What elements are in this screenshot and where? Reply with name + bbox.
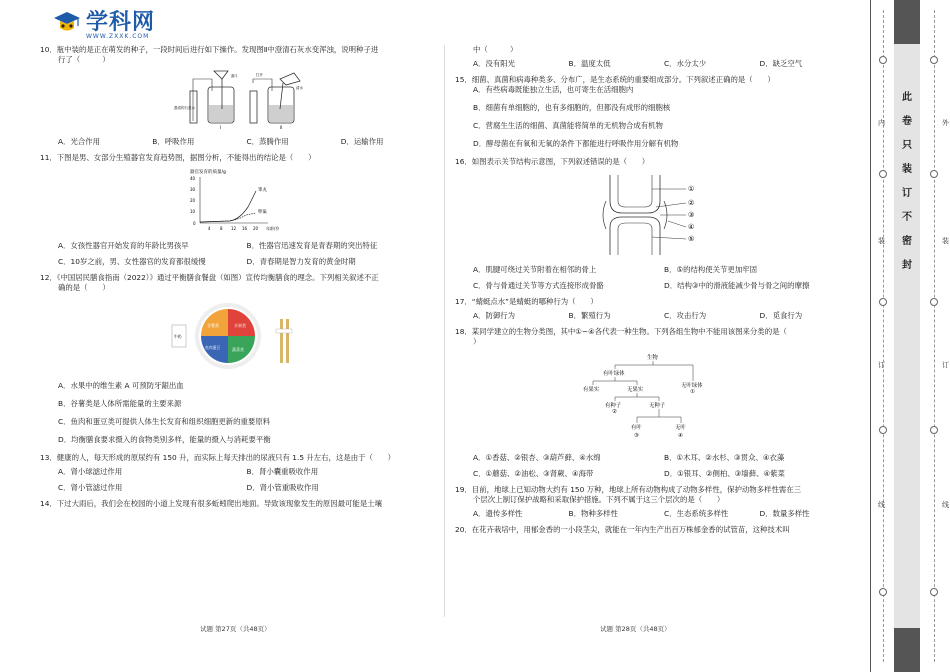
plate-label: 水果类 [233,322,246,328]
options [473,311,855,321]
tree-node: 有叶绿体 [603,370,625,377]
option-b[interactable]: B．性器官迅速发育是青春期的突出特征 [246,240,378,250]
options [58,241,435,251]
option-a[interactable]: A．肌腱可绕过关节附着在相邻的骨上 [473,264,597,274]
option-d[interactable]: D．运输作用 [340,136,384,146]
option-d[interactable]: D．觅食行为 [759,310,803,320]
series-line-ovary [200,213,256,222]
x-tick: 4 [207,225,211,231]
question-17 [455,297,855,321]
question-text: 15．细菌、真菌和病毒种类多、分布广，是生态系统的重要组成部分。下列叙述正确的是（ ） [455,74,775,84]
option-b[interactable]: B．呼吸作用 [152,136,195,146]
option-c[interactable]: C．水分太少 [664,58,707,68]
page-footer-right: 试题 第28页（共48页） [600,625,671,633]
question-12 [40,273,435,445]
warning-char: 装 [902,164,912,175]
joint-mark: ① [688,184,695,193]
fig-label: 澄清的石灰水 [173,105,195,110]
binding-hole-icon [930,170,938,178]
options [473,59,855,69]
binding-hole-icon [930,426,938,434]
option-b[interactable]: B．①木耳、②水杉、③贯众、④衣藻 [664,452,785,462]
option-b[interactable]: B．温度太低 [568,58,611,68]
left-column [40,45,435,515]
warning-char: 只 [902,140,912,151]
option-d[interactable]: D．缺乏空气 [759,58,803,68]
tree-node: 无叶绿体 [681,382,703,389]
fig-label: 打开 [255,72,263,77]
margin-char: 装 [878,237,885,245]
margin-char: 线 [942,501,949,509]
option-d[interactable]: D．青春期是智力发育的黄金时期 [246,256,356,266]
joint-structure-figure [590,171,720,259]
option-d[interactable]: D．均衡膳食要求摄入的食物类别多样，能量的摄入与消耗要平衡 [58,434,271,444]
binding-strip [870,0,950,672]
option-a[interactable]: A．遗传多样性 [473,508,523,518]
tree-node: 无种子 [649,402,666,409]
question-text: 17．“蜻蜓点水”是蜻蜓的哪种行为（ ） [455,296,598,306]
question-20 [455,525,855,535]
warning-char: 此 [902,92,912,103]
question-13 [40,453,435,493]
margin-char: 订 [942,361,949,369]
x-axis-name: 年龄/岁 [265,225,279,231]
chart-title: 器官发育的质量/g [189,169,226,175]
option-b[interactable]: B．细菌有单细胞的，也有多细胞的，但都没有成形的细胞核 [473,102,671,112]
y-tick: 30 [189,186,195,192]
warning-char: 不 [902,212,912,223]
margin-char: 外 [942,119,949,127]
column-divider [444,45,445,617]
option-b[interactable]: B．物种多样性 [568,508,618,518]
question-text: 10．瓶中装的是正在萌发的种子，一段时间后进行如下操作。发现图Ⅱ中澄清石灰水变浑浊，说明种子进 [40,45,379,54]
options [58,137,435,147]
y-tick: 40 [189,175,195,181]
option-c[interactable]: C．生态系统多样性 [664,508,729,518]
question-14 [40,499,435,509]
binding-outer-margin [870,0,895,672]
plate-label: 鱼肉蛋豆 [204,344,220,350]
balanced-diet-plate-figure [168,297,308,375]
option-c[interactable]: C．鱼肉和蛋豆类可提供人体生长发育和组织细胞更新的重要原料 [58,416,271,426]
question-text-cont: 中（ ） [473,45,518,54]
options [473,281,855,291]
series-label: 卵巢 [257,209,267,215]
margin-char: 线 [878,501,885,509]
tree-node: 无果实 [627,386,644,393]
question-11 [40,153,435,267]
question-10 [40,45,435,147]
warning-char: 订 [902,188,912,199]
plate-label: 牛奶 [173,333,182,339]
joint-mark: ④ [688,222,695,231]
question-text: 19．目前，地球上已知动物大约有 150 万种，地球上所有动物构成了动物多样性，保护动物多样性需在三 [455,484,802,494]
series-label: 睾丸 [257,187,267,193]
options [473,265,855,275]
option-d[interactable]: D．①银耳、②侧柏、③墙藓、④紫菜 [664,468,785,478]
question-text-cont: 行了（ ） [58,54,110,64]
x-tick: 20 [252,225,258,231]
option-a[interactable]: A．防御行为 [473,310,516,320]
option-a[interactable]: A．有些病毒既能独立生活，也可寄生在活细胞内 [473,84,634,94]
binding-hole-icon [879,170,887,178]
option-c[interactable]: C．蒸腾作用 [246,136,289,146]
fig-label: 清水 [295,85,303,90]
series-line-testis [200,191,256,222]
y-tick: 10 [189,208,195,214]
question-18 [455,327,855,479]
logo-url: WWW.ZXXK.COM [86,33,150,40]
binding-hole-icon [930,298,938,306]
fig-label: 漏斗 [230,73,238,78]
binding-inner-margin [920,0,950,672]
tree-node: 无叶 [675,424,686,431]
question-16 [455,157,855,291]
warning-char: 卷 [902,116,912,127]
option-d[interactable]: D．肾小管重吸收作用 [246,482,319,492]
y-tick: 20 [189,197,195,203]
binding-hole-icon [879,588,887,596]
question-text-cont: 个层次上制订保护战略和采取保护措施。下列不属于这三个层次的是（ ） [473,494,725,504]
organ-development-chart [178,167,298,235]
svg-text:Ⅰ: Ⅰ [219,124,221,130]
page-footer-left: 试题 第27页（共48页） [200,625,271,633]
tree-node: ② [612,408,617,415]
right-column [455,45,855,541]
seed-experiment-figure [168,69,308,131]
question-text: 11．下图是男、女部分生殖器官发育趋势图，据图分析，不能得出的结论是（ ） [40,152,316,162]
question-15 [455,75,855,149]
option-b[interactable]: B．肾小囊重吸收作用 [246,466,319,476]
x-tick: 16 [241,225,247,231]
option-b[interactable]: B．谷薯类是人体所需能量的主要来源 [58,398,182,408]
question-19 [455,485,855,519]
option-c[interactable]: C．骨与骨通过关节等方式连接形成骨骼 [473,280,604,290]
tree-node: ③ [634,432,639,439]
option-a[interactable]: A．光合作用 [58,136,101,146]
options [58,257,435,267]
option-a[interactable]: A．没有阳光 [473,58,516,68]
option-a[interactable]: A．女孩性器官开始发育的年龄比男孩早 [58,240,189,250]
x-tick: 12 [230,225,236,231]
question-text: 13．健康的人，每天形成的原尿约有 150 升，而实际上每天排出的尿液只有 1.5 升左右，这是由于（ ） [40,452,396,462]
question-text: 16．如图表示关节结构示意图，下列叙述错误的是（ ） [455,156,650,166]
tree-node: ④ [678,432,683,439]
y-tick: 0 [192,220,196,226]
option-a[interactable]: A．①香菇、②银杏、③葫芦藓、④水绵 [473,452,601,462]
plate-label: 谷薯类 [206,322,219,328]
question-text: 18．某同学建立的生物分类图，其中①~④各代表一种生物。下列各组生物中不能用该图来分类的是（ [455,326,787,336]
option-c[interactable]: C．①蘑菇、②油松、③肾蕨、④海带 [473,468,594,478]
joint-mark: ⑤ [688,234,695,243]
joint-mark: ② [688,198,695,207]
option-c[interactable]: C．营腐生生活的细菌、真菌能将简单的无机物合成有机物 [473,120,663,130]
logo [52,8,155,38]
option-a[interactable]: A．水果中的维生素 A 可预防牙龈出血 [58,380,184,390]
option-d[interactable]: D．结构③中的滑液能减少骨与骨之间的摩擦 [664,280,810,290]
binding-hole-icon [879,56,887,64]
classification-tree [575,351,735,447]
binding-hole-icon [930,56,938,64]
question-14-continued [455,45,855,69]
tree-node: 生物 [647,354,658,361]
option-d[interactable]: D．数量多样性 [759,508,810,518]
svg-text:Ⅱ: Ⅱ [279,124,282,130]
binding-hole-icon [879,426,887,434]
option-c[interactable]: C．肾小管滤过作用 [58,482,123,492]
logo-brand: 学科网 [86,10,156,35]
tree-node: 有叶 [631,424,642,431]
graduation-cap-icon [52,8,82,38]
options [473,509,855,519]
question-text: 14．下过大雨后，我们会在校园的小道上发现有很多蚯蚓爬出地面。导致该现象发生的原因最可能是土壤 [40,498,382,508]
option-a[interactable]: A．肾小球滤过作用 [58,466,123,476]
joint-mark: ③ [688,210,695,219]
margin-char: 装 [942,237,949,245]
margin-char: 订 [878,361,885,369]
tree-node: ① [690,388,695,395]
question-text: 20．在花卉栽培中，用郁金香的一小段茎尖，就能在一年内生产出百万株郁金香的试管苗，这种技术叫 [455,524,790,534]
question-text: 12．《中国居民膳食指南（2022）》通过平衡膳食餐盘（如图）宣传均衡膳食的理念。下列相关叙述不正 [40,272,379,282]
tree-node: 有种子 [605,402,622,409]
warning-char: 密 [902,236,912,247]
binding-hole-icon [879,298,887,306]
option-b[interactable]: B．⑤的结构使关节更加牢固 [664,264,757,274]
margin-char: 内 [878,119,885,127]
options [473,469,855,479]
question-text-cont: 确的是（ ） [58,282,110,292]
binding-warning-band [894,0,920,672]
option-c[interactable]: C．攻击行为 [664,310,707,320]
warning-char: 封 [902,260,912,271]
option-d[interactable]: D．酵母菌在有氧和无氧的条件下都能进行呼吸作用分解有机物 [473,138,679,148]
options [473,453,855,463]
options [58,467,435,477]
options [58,483,435,493]
option-b[interactable]: B．繁殖行为 [568,310,611,320]
tree-node: 有果实 [583,386,600,393]
option-c[interactable]: C．10岁之前，男、女性器官的发育都很缓慢 [58,256,206,266]
question-text-cont: ） [473,336,481,346]
x-tick: 8 [219,225,223,231]
binding-hole-icon [930,588,938,596]
plate-label: 蔬菜类 [231,346,244,352]
